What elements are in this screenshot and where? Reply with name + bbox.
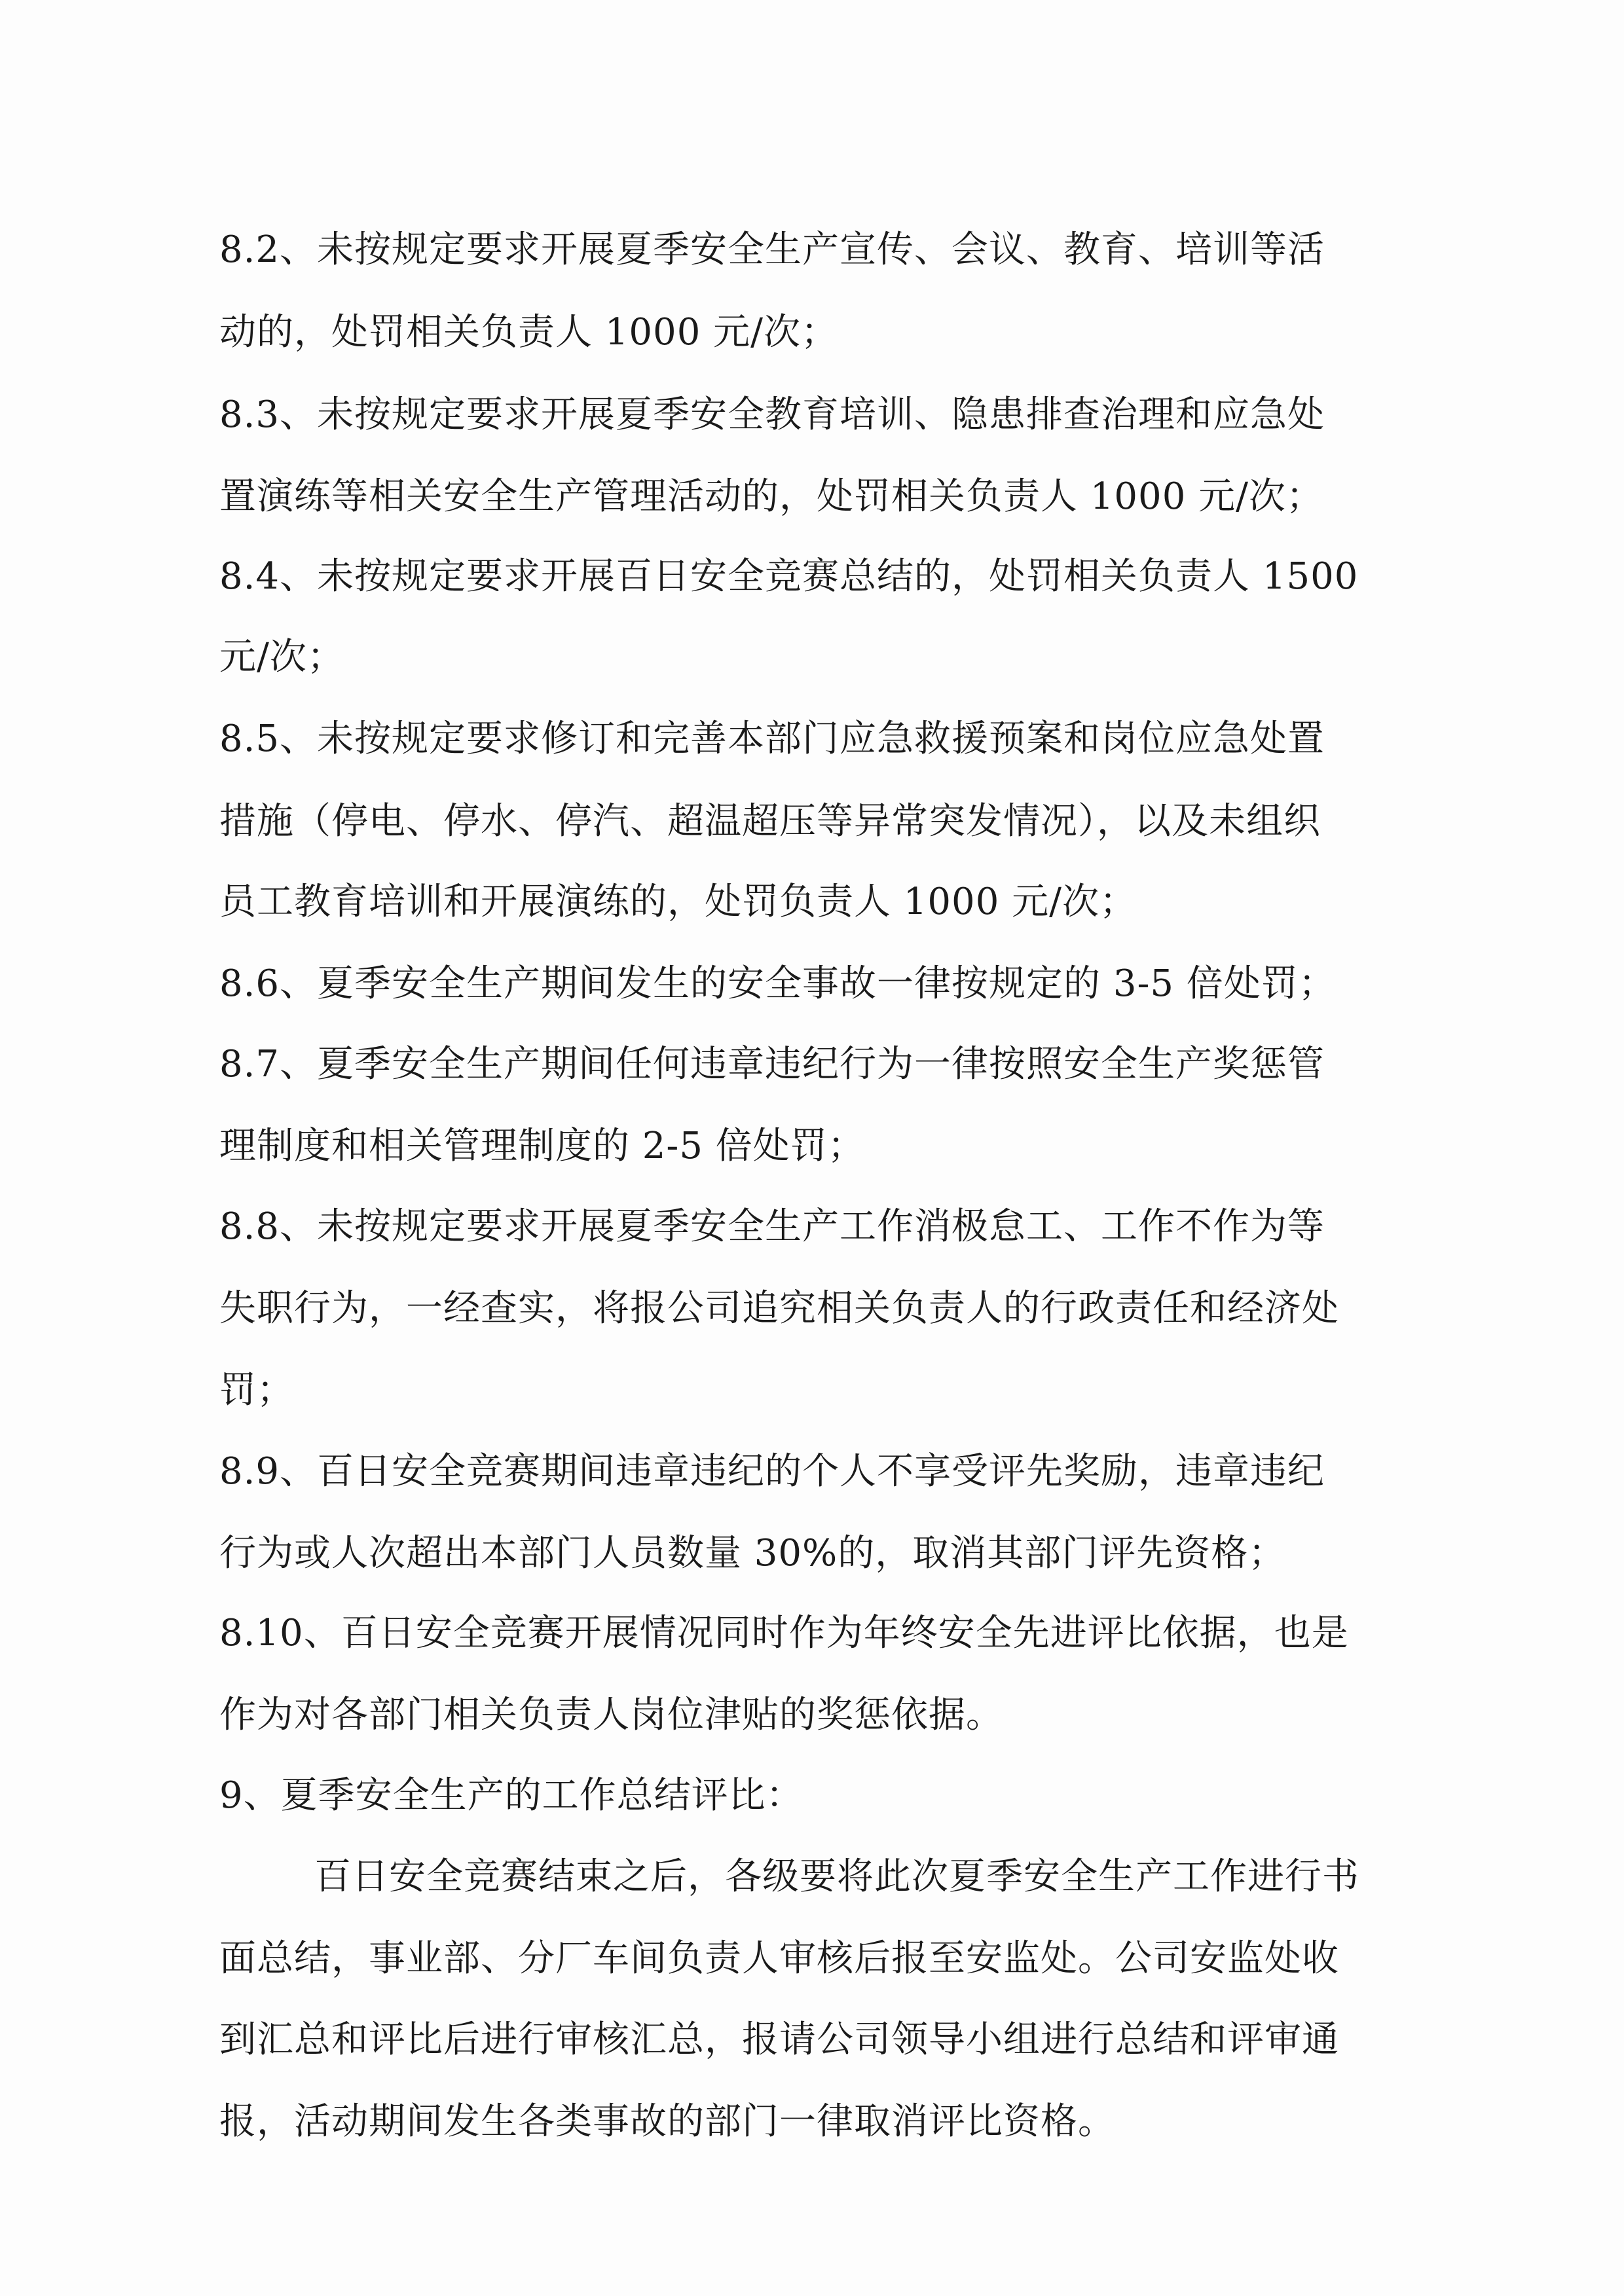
text-line: 面总结，事业部、分厂车间负责人审核后报至安监处。公司安监处收 <box>219 1937 1339 1980</box>
text-line: 作为对各部门相关负责人岗位津贴的奖惩依据。 <box>219 1694 1003 1736</box>
text-line: 行为或人次超出本部门人员数量 30%的，取消其部门评先资格； <box>219 1532 1286 1575</box>
text-line: 员工教育培训和开展演练的，处罚负责人 1000 元/次； <box>219 881 1137 923</box>
text-line: 元/次； <box>219 636 344 678</box>
text-line: 失职行为，一经查实，将报公司追究相关负责人的行政责任和经济处 <box>219 1287 1339 1330</box>
text-line: 措施（停电、停水、停汽、超温超压等异常突发情况），以及未组织 <box>219 800 1321 843</box>
text-line: 8.7、夏季安全生产期间任何违章违纪行为一律按照安全生产奖惩管 <box>219 1043 1325 1085</box>
text-line: 8.6、夏季安全生产期间发生的安全事故一律按规定的 3-5 倍处罚； <box>219 962 1336 1005</box>
text-line: 到汇总和评比后进行审核汇总，报请公司领导小组进行总结和评审通 <box>219 2018 1339 2061</box>
text-line: 8.3、未按规定要求开展夏季安全教育培训、隐患排查治理和应急处 <box>219 393 1325 436</box>
text-line: 罚； <box>219 1369 294 1412</box>
text-line: 8.10、百日安全竞赛开展情况同时作为年终安全先进评比依据，也是 <box>219 1612 1349 1654</box>
text-line: 8.2、未按规定要求开展夏季安全生产宣传、会议、教育、培训等活 <box>219 228 1325 271</box>
section-heading: 9、夏季安全生产的工作总结评比： <box>219 1774 803 1817</box>
text-line: 置演练等相关安全生产管理活动的，处罚相关负责人 1000 元/次； <box>219 475 1323 518</box>
text-line: 8.8、未按规定要求开展夏季安全生产工作消极怠工、工作不作为等 <box>219 1205 1325 1248</box>
text-line: 8.9、百日安全竞赛期间违章违纪的个人不享受评先奖励，违章违纪 <box>219 1450 1325 1493</box>
text-line: 8.4、未按规定要求开展百日安全竞赛总结的，处罚相关负责人 1500 <box>219 555 1359 598</box>
text-line: 动的，处罚相关负责人 1000 元/次； <box>219 311 838 354</box>
paragraph-first-line: 百日安全竞赛结束之后，各级要将此次夏季安全生产工作进行书 <box>314 1855 1359 1898</box>
text-line: 报，活动期间发生各类事故的部门一律取消评比资格。 <box>219 2100 1115 2143</box>
text-line: 理制度和相关管理制度的 2-5 倍处罚； <box>219 1125 865 1167</box>
text-line: 8.5、未按规定要求修订和完善本部门应急救援预案和岗位应急处置 <box>219 718 1325 760</box>
